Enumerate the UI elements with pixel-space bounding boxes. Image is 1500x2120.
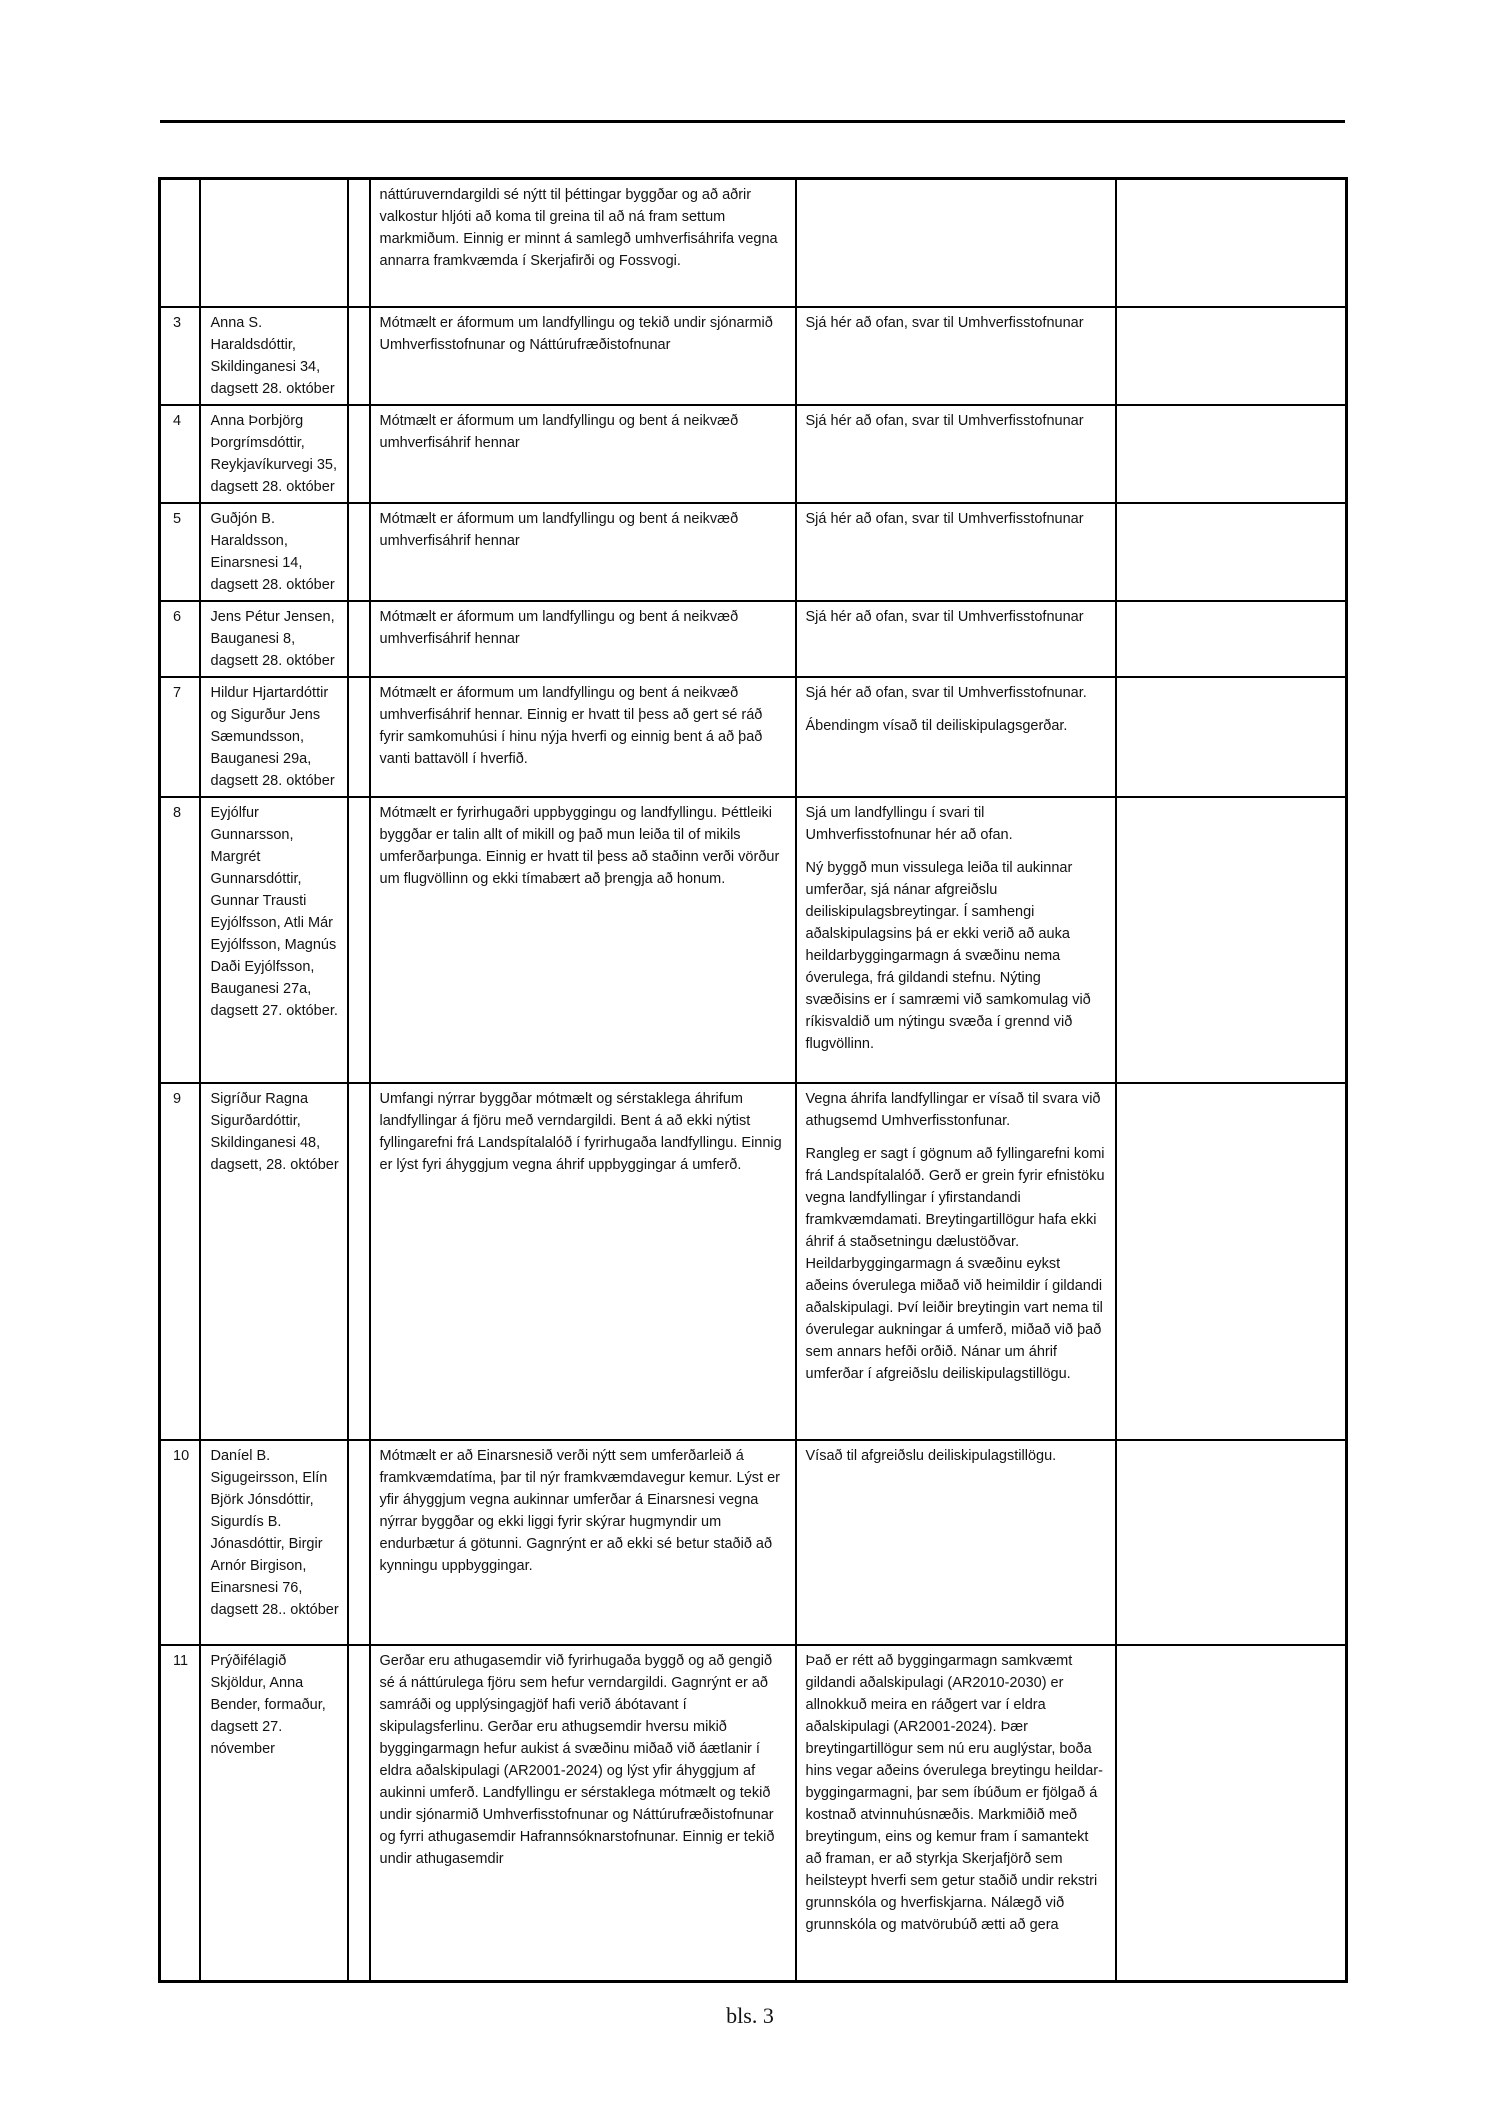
table-row xyxy=(160,307,1347,405)
comment-cell-paragraph: Gerðar eru athugasemdir við fyrirhugaða byggð og að gengið sé á náttúrulega fjöru sem hefur verndargildi. Gagnrýnt er að samráði og upplýsingagjöf hafi verið ábótavant í skipulagsferlinu. Gerðar eru athugsemdir hversu mikið byggingarmagn hefur aukist á svæðinu miðað við áætlanir í eldra aðalskipulagi (AR2001-2024) og lýst yfir áhyggjum af aukinni umferð. Landfyllingu er sérstaklega mótmælt og tekið undir sjónarmið Umhverfisstofnunar og Náttúrufræðistofnunar og fyrri athugasemdir Hafrannsóknarstofnunar. Einnig er tekið undir athugasemdir xyxy=(379,1652,775,1867)
response-cell-paragraph: Sjá hér að ofan, svar til Umhverfisstofnunar xyxy=(805,412,1084,429)
notes-cell xyxy=(1116,677,1347,797)
response-cell-paragraph: Vísað til afgreiðslu deiliskipulagstillögu. xyxy=(805,1447,1057,1464)
spacer-cell xyxy=(348,1083,370,1440)
response-cell xyxy=(796,1645,1116,1982)
spacer-cell xyxy=(348,179,370,307)
notes-cell xyxy=(1116,179,1347,307)
comment-cell-paragraph: Mótmælt er áformum um landfyllingu og tekið undir sjónarmið Umhverfisstofnunar og Náttúrufræðistofnunar xyxy=(379,314,773,353)
sender-cell: Guðjón B. Haraldsson, Einarsnesi 14, dagsett 28. október xyxy=(200,503,348,601)
response-cell-paragraph: Ný byggð mun vissulega leiða til aukinnar umferðar, sjá nánar afgreiðslu deiliskipulagsbreytingar. Í samhengi aðalskipulagsins þá er ekki verið að auka heildarbyggingarmagn á svæðinu nema óverulega, frá gildandi stefnu. Nýting svæðisins er í samræmi við samkomulag við ríkisvaldið um nýtingu svæða í grennd við flugvöllinn. xyxy=(805,859,1091,1052)
response-cell-paragraph: Sjá hér að ofan, svar til Umhverfisstofnunar xyxy=(805,510,1084,527)
sender-cell: Eyjólfur Gunnarsson, Margrét Gunnarsdóttir, Gunnar Trausti Eyjólfsson, Atli Már Eyjólfsson, Magnús Daði Eyjólfsson, Bauganesi 27a, dagsett 27. október. xyxy=(200,797,348,1083)
comment-cell xyxy=(370,1645,796,1982)
row-number-cell: 7 xyxy=(160,677,200,797)
header-rule xyxy=(160,120,1345,123)
comment-cell xyxy=(370,677,796,797)
notes-cell xyxy=(1116,307,1347,405)
notes-cell xyxy=(1116,1440,1347,1645)
sender-cell xyxy=(200,179,348,307)
response-cell xyxy=(796,307,1116,405)
comment-cell xyxy=(370,179,796,307)
row-number-cell: 10 xyxy=(160,1440,200,1645)
row-number-cell: 4 xyxy=(160,405,200,503)
notes-cell xyxy=(1116,1083,1347,1440)
spacer-cell xyxy=(348,677,370,797)
row-number-cell: 3 xyxy=(160,307,200,405)
table-row xyxy=(160,405,1347,503)
comment-cell-paragraph: náttúruverndargildi sé nýtt til þéttingar byggðar og að aðrir valkostur hljóti að koma til greina til að ná fram settum markmiðum. Einnig er minnt á samlegð umhverfisáhrifa vegna annarra framkvæmda í Skerjafirði og Fossvogi. xyxy=(379,187,778,269)
comments-table xyxy=(158,177,1348,1983)
notes-cell xyxy=(1116,503,1347,601)
spacer-cell xyxy=(348,503,370,601)
spacer-cell xyxy=(348,1645,370,1982)
comment-cell xyxy=(370,503,796,601)
sender-cell: Sigríður Ragna Sigurðardóttir, Skildinganesi 48, dagsett, 28. október xyxy=(200,1083,348,1440)
row-number-cell xyxy=(160,179,200,307)
sender-cell: Anna Þorbjörg Þorgrímsdóttir, Reykjavíkurvegi 35, dagsett 28. október xyxy=(200,405,348,503)
comment-cell xyxy=(370,405,796,503)
response-cell-paragraph: Það er rétt að byggingarmagn samkvæmt gildandi aðalskipulagi (AR2010-2030) er allnokkuð meira en ráðgert var í eldra aðalskipulagi (AR2001-2024). Þær breytingartillögur sem nú eru auglýstar, boða hins vegar aðeins óverulega breytingu heildar- byggingarmagni, þar sem íbúðum er fjölgað á kostnað atvinnuhúsnæðis. Markmiðið með breytingum, eins og kemur fram í samantekt að framan, er að styrkja Skerjafjörð sem heilsteypt hverfi sem getur staðið undir rekstri grunnskóla og hverfiskjarna. Nálægð við grunnskóla og matvörubúð ætti að gera xyxy=(805,1652,1103,1933)
response-cell-paragraph: Sjá um landfyllingu í svari til Umhverfisstofnunar hér að ofan. xyxy=(805,804,1013,843)
sender-cell: Daníel B. Sigugeirsson, Elín Björk Jónsdóttir, Sigurdís B. Jónasdóttir, Birgir Arnór Birgison, Einarsnesi 76, dagsett 28.. október xyxy=(200,1440,348,1645)
notes-cell xyxy=(1116,405,1347,503)
table-row xyxy=(160,1440,1347,1645)
sender-cell: Anna S. Haraldsdóttir, Skildinganesi 34, dagsett 28. október xyxy=(200,307,348,405)
spacer-cell xyxy=(348,601,370,677)
comment-cell-paragraph: Mótmælt er áformum um landfyllingu og bent á neikvæð umhverfisáhrif hennar xyxy=(379,608,739,647)
table-row xyxy=(160,1645,1347,1982)
row-number-cell: 6 xyxy=(160,601,200,677)
table-row xyxy=(160,179,1347,307)
response-cell-paragraph: Sjá hér að ofan, svar til Umhverfisstofnunar xyxy=(805,314,1084,331)
table-row xyxy=(160,1083,1347,1440)
row-number-cell: 8 xyxy=(160,797,200,1083)
response-cell xyxy=(796,503,1116,601)
comment-cell-paragraph: Mótmælt er fyrirhugaðri uppbyggingu og landfyllingu. Þéttleiki byggðar er talin allt of mikill og það mun leiða til of mikils umferðarþunga. Einnig er hvatt til þess að staðinn verði vörður um flugvöllinn og ekki tímabært að þrengja að honum. xyxy=(379,804,780,887)
notes-cell xyxy=(1116,601,1347,677)
sender-cell: Prýðifélagið Skjöldur, Anna Bender, formaður, dagsett 27. nóvember xyxy=(200,1645,348,1982)
comment-cell-paragraph: Umfangi nýrrar byggðar mótmælt og sérstaklega áhrifum landfyllingar á fjöru með verndargildi. Bent á að ekki nýtist fyllingarefni frá Landspítalalóð í fyrirhugaða landfyllingu. Einnig er lýst fyri áhyggjum vegna áhrif uppbyggingar á umferð. xyxy=(379,1090,782,1173)
spacer-cell xyxy=(348,1440,370,1645)
comment-cell xyxy=(370,1083,796,1440)
response-cell-paragraph: Sjá hér að ofan, svar til Umhverfisstofnunar xyxy=(805,608,1084,625)
response-cell xyxy=(796,601,1116,677)
comment-cell-paragraph: Mótmælt er áformum um landfyllingu og bent á neikvæð umhverfisáhrif hennar. Einnig er hvatt til þess að gert sé ráð fyrir samkomuhúsi í hinu nýja hverfi og einnig bent á að það vanti battavöll í hverfið. xyxy=(379,684,763,767)
notes-cell xyxy=(1116,1645,1347,1982)
response-cell xyxy=(796,677,1116,797)
sender-cell: Jens Pétur Jensen, Bauganesi 8, dagsett 28. október xyxy=(200,601,348,677)
spacer-cell xyxy=(348,405,370,503)
table-row xyxy=(160,503,1347,601)
row-number-cell: 5 xyxy=(160,503,200,601)
sender-cell: Hildur Hjartardóttir og Sigurður Jens Sæmundsson, Bauganesi 29a, dagsett 28. október xyxy=(200,677,348,797)
response-cell xyxy=(796,1440,1116,1645)
comment-cell-paragraph: Mótmælt er að Einarsnesið verði nýtt sem umferðarleið á framkvæmdatíma, þar til nýr framkvæmdavegur kemur. Lýst er yfir áhyggjum vegna aukinnar umferðar á Einarsnesi vegna nýrrar byggðar og ekki liggi fyrir skýrar hugmyndir um endurbætur á götunni. Gagnrýnt er að ekki sé betur staðið að kynningu uppbyggingar. xyxy=(379,1447,780,1574)
comment-cell xyxy=(370,601,796,677)
comment-cell xyxy=(370,1440,796,1645)
row-number-cell: 9 xyxy=(160,1083,200,1440)
response-cell-paragraph: Rangleg er sagt í gögnum að fyllingarefni komi frá Landspítalalóð. Gerð er grein fyrir efnistöku vegna landfyllingar í yfirstandandi framkvæmdamati. Breytingartillögur hafa ekki áhrif á staðsetningu dælustöðvar. Heildarbyggingarmagn á svæðinu eykst aðeins óverulega miðað við heimildir í gildandi aðalskipulagi. Því leiðir breytingin vart nema til óverulegar aukningar á umferð, miðað við það sem annars hefði orðið. Nánar um áhrif umferðar í afgreiðslu deiliskipulagstillögu. xyxy=(805,1145,1105,1382)
row-number-cell: 11 xyxy=(160,1645,200,1982)
response-cell-paragraph: Sjá hér að ofan, svar til Umhverfisstofnunar. xyxy=(805,684,1087,701)
table-row xyxy=(160,797,1347,1083)
comment-cell xyxy=(370,307,796,405)
response-cell xyxy=(796,797,1116,1083)
table-row xyxy=(160,677,1347,797)
table-row xyxy=(160,601,1347,677)
comment-cell xyxy=(370,797,796,1083)
response-cell xyxy=(796,179,1116,307)
comments-table-body xyxy=(160,179,1347,1982)
page-number: bls. 3 xyxy=(726,2003,774,2028)
response-cell-paragraph: Vegna áhrifa landfyllingar er vísað til svara við athugsemd Umhverfisstonfunar. xyxy=(805,1090,1101,1129)
spacer-cell xyxy=(348,307,370,405)
response-cell xyxy=(796,1083,1116,1440)
comment-cell-paragraph: Mótmælt er áformum um landfyllingu og bent á neikvæð umhverfisáhrif hennar xyxy=(379,510,739,549)
response-cell xyxy=(796,405,1116,503)
response-cell-paragraph: Ábendingm vísað til deiliskipulagsgerðar. xyxy=(805,717,1068,734)
comment-cell-paragraph: Mótmælt er áformum um landfyllingu og bent á neikvæð umhverfisáhrif hennar xyxy=(379,412,739,451)
notes-cell xyxy=(1116,797,1347,1083)
spacer-cell xyxy=(348,797,370,1083)
